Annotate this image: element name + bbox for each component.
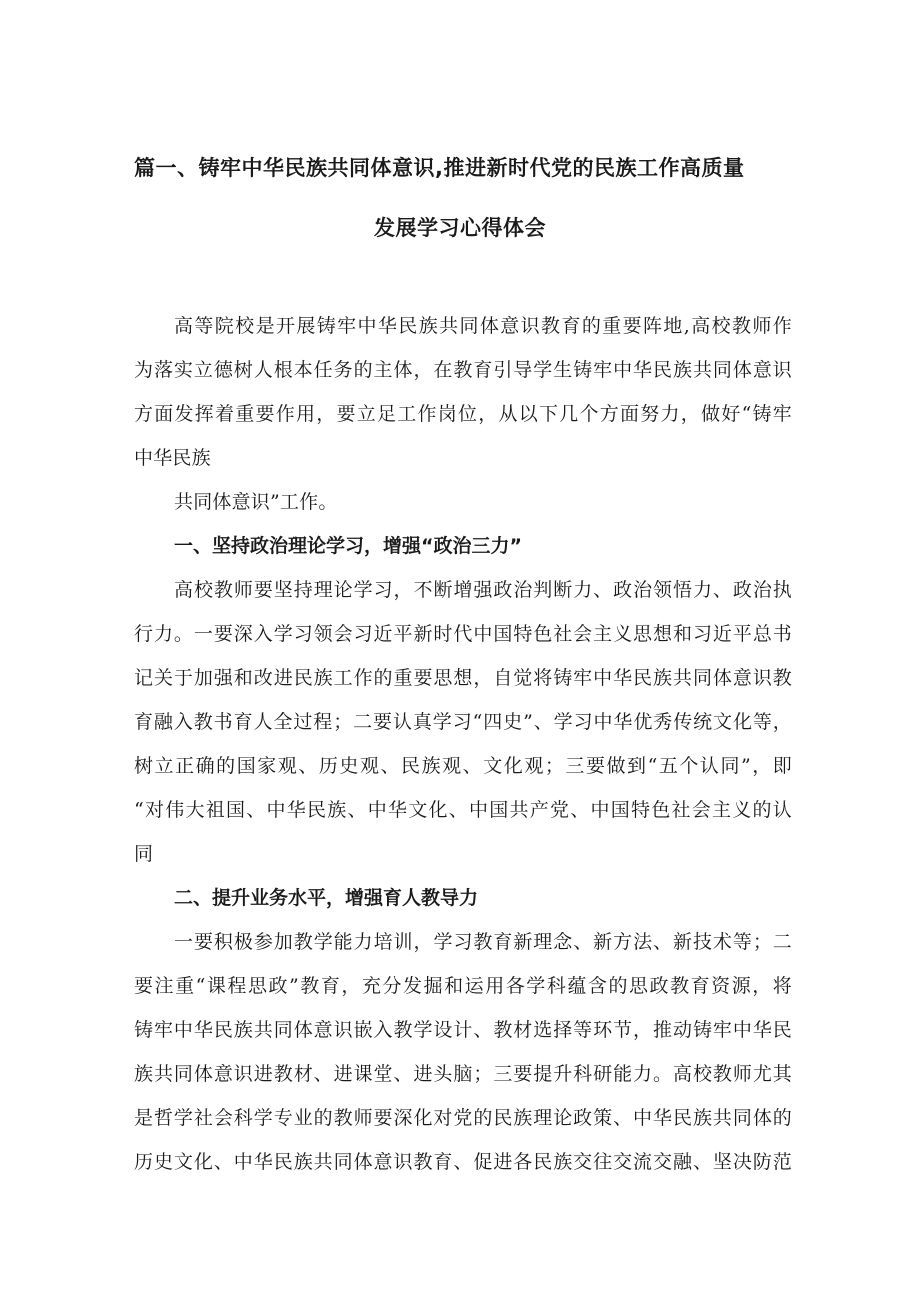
paragraph-line: 要注重“课程思政”教育，充分发掘和运用各学科蕴含的思政教育资源，将: [134, 975, 792, 997]
paragraph-line: 共同体意识”工作。: [174, 491, 338, 513]
paragraph-line: 是哲学社会科学专业的教师要深化对党的民族理论政策、中华民族共同体的: [134, 1107, 792, 1129]
paragraph-line: 历史文化、中华民族共同体意识教育、促进各民族交往交流交融、坚决防范: [134, 1151, 792, 1173]
paragraph-line: 为落实立德树人根本任务的主体，在教育引导学生铸牢中华民族共同体意识: [134, 359, 792, 381]
paragraph-line: 高校教师要坚持理论学习，不断增强政治判断力、政治领悟力、政治执: [174, 579, 792, 601]
section-heading-1: 一、坚持政治理论学习，增强“政治三力”: [174, 535, 522, 557]
paragraph-line: “对伟大祖国、中华民族、中华文化、中国共产党、中国特色社会主义的认: [134, 799, 792, 821]
paragraph-line: 方面发挥着重要作用，要立足工作岗位，从以下几个方面努力，做好“铸牢: [134, 403, 792, 425]
paragraph-line: 族共同体意识进教材、进课堂、进头脑；三要提升科研能力。高校教师尤其: [134, 1063, 792, 1085]
paragraph-line: 同: [134, 843, 154, 865]
document-title-line-2: 发展学习心得体会: [374, 216, 546, 240]
paragraph-line: 铸牢中华民族共同体意识嵌入教学设计、教材选择等环节，推动铸牢中华民: [134, 1019, 792, 1041]
paragraph-line: 高等院校是开展铸牢中华民族共同体意识教育的重要阵地,高校教师作: [174, 315, 792, 337]
section-heading-2: 二、提升业务水平，增强育人教导力: [174, 887, 479, 909]
paragraph-line: 中华民族: [134, 447, 211, 469]
paragraph-line: 一要积极参加教学能力培训，学习教育新理念、新方法、新技术等；二: [174, 931, 792, 953]
paragraph-line: 育融入教书育人全过程；二要认真学习“四史”、学习中华优秀传统文化等，: [134, 711, 792, 733]
paragraph-line: 树立正确的国家观、历史观、民族观、文化观；三要做到“五个认同”，即: [134, 755, 792, 777]
document-title-line-1: 篇一、铸牢中华民族共同体意识,推进新时代党的民族工作高质量: [134, 156, 745, 180]
paragraph-line: 记关于加强和改进民族工作的重要思想，自觉将铸牢中华民族共同体意识教: [134, 667, 792, 689]
paragraph-line: 行力。一要深入学习领会习近平新时代中国特色社会主义思想和习近平总书: [134, 623, 792, 645]
